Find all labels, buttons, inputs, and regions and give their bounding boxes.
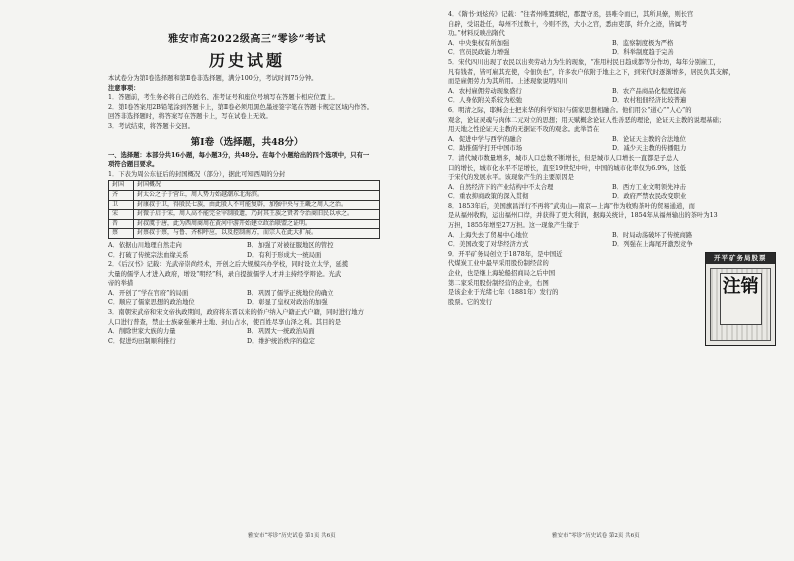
option: D．有利于形成大一统局面 <box>247 251 322 259</box>
table-cell: 卫 <box>109 200 134 210</box>
table-row <box>109 229 380 239</box>
intro-line: 注意事项： <box>108 84 140 92</box>
option: B．巩固了儒学正统地位的确立 <box>247 289 334 297</box>
option: D．政府严禁农民改变职业 <box>612 193 687 201</box>
option: A．中央集权有所加强 <box>448 39 510 47</box>
option: A．农村雇佣劳动现象盛行 <box>448 87 522 95</box>
option: A．上海失去了贸易中心地位 <box>448 231 529 239</box>
table-cell: 齐 <box>109 190 134 200</box>
option: D．维护统治秩序的稳定 <box>247 337 316 345</box>
question-6 <box>448 106 776 154</box>
question-line: 7．清代城市数量增多，城市人口总数不断增长，但是城市人口增长一直都是子总人 <box>448 154 679 162</box>
option: A．促进中学与西学的融合 <box>448 135 522 143</box>
table-row <box>109 210 380 220</box>
table-cell: 封蔡叔于蔡，与鲁、齐相呼应，以及控制南方，而宗人在此大扩展。 <box>134 229 380 239</box>
question-2 <box>108 260 386 308</box>
option: B．农产品商品化程度提高 <box>612 87 686 95</box>
option-row <box>448 96 776 106</box>
question-line: 大量的儒学人才进入政府，增设“明经”科，录自提拔儒学人才并主持经学辩论。光武 <box>108 270 342 278</box>
option-row <box>448 87 776 97</box>
question-line: 用天地之性论证天主教的无据证不攻的观念。此举旨在 <box>448 126 600 134</box>
question-4 <box>448 10 776 58</box>
table-cell: 封叔虞于唐，此为西周商周在黄河中游开始建立政治联盟之证明。 <box>134 219 380 229</box>
table-cell: 宋 <box>109 210 134 220</box>
option: B．论证天主教的合法地位 <box>612 135 686 143</box>
option: C．促进均田制顺利推行 <box>108 337 176 345</box>
question-line: 万担，1855年增至27万担。这一现象产生缘于 <box>448 222 580 230</box>
stock-certificate-image <box>705 252 776 346</box>
question-line: 于宋代的发展水平。该现象产生的主要原因是 <box>448 174 574 182</box>
option-row <box>448 240 776 250</box>
part-heading: 项符合题目要求。 <box>108 161 159 169</box>
option-row <box>448 39 776 49</box>
table-cell: 蔡 <box>109 229 134 239</box>
option-row <box>448 48 776 58</box>
option: C．顺应了儒家思想的政治地位 <box>108 299 195 307</box>
option: A．依据山川地理自然走向 <box>108 241 182 249</box>
intro-line: 1．答题前，考生务必将自己的姓名、准考证号和座位号填写在答题卡相应位置上。 <box>108 94 339 102</box>
option-row <box>108 289 386 299</box>
option-row <box>108 298 386 308</box>
certificate-header: 开平矿务局股票 <box>706 253 775 264</box>
question-9 <box>448 250 776 346</box>
option: A．自然经济下的产业结构中不太合理 <box>448 183 554 191</box>
option: C．助推儒学打开中国市场 <box>448 145 523 153</box>
intro-line: 2．第Ⅰ卷答案用2B铅笔涂到答题卡上，第Ⅱ卷必须用黑色墨迹签字笔在答题卡规定区域内作答。 <box>108 103 373 111</box>
question-line: 口的增长，城市化水平不足增长，直至19世纪中叶，中国的城市化率仅为6.9%，这低 <box>448 164 687 172</box>
table-cell: 封微子启于宋，周人高不能完全宰制殷遗，乃封其王族之贤者令治商旧民以承之。 <box>134 210 380 220</box>
option: C．人身依附关系较为松弛 <box>448 97 523 105</box>
question-line: 观念，论证灵魂与肉体二元对立的思想；用天赋概念论证人性善恶的理论，论证天主教的说理基础； <box>448 116 726 124</box>
table-row <box>109 200 380 210</box>
option-row <box>108 337 386 347</box>
option: C．重农抑商政策的深入贯彻 <box>448 193 529 201</box>
question-line: 股票。它的发行 <box>448 298 493 306</box>
option: B．巩固大一统政治局面 <box>247 328 315 336</box>
option: D．农村租佃经济比较普遍 <box>612 97 687 105</box>
option-row <box>448 183 776 193</box>
intro-line: 本试卷分为第Ⅰ卷选择题和第Ⅱ卷非选择题，满分100分，考试时间75分钟。 <box>108 75 318 82</box>
option-row <box>448 192 776 202</box>
question-line: 代煤炭工业中最早采用股份制经营的 <box>448 260 549 268</box>
question-line: 人口进行普查，禁止士族豪强兼并土地、封山占水，使百姓尽享山泽之利。其目的是 <box>108 318 341 326</box>
question-line: 6．明清之际，耶稣会士把来华的科学知识与儒家思想相融合。他们用公“道心”“人心”的 <box>448 106 692 114</box>
question-line: 4．《隋书·刘炫传》记载：“往者州唯置纲纪，郡置守丞，县唯令而已，其所具僚，则长官 <box>448 11 694 18</box>
question-7 <box>448 154 776 202</box>
question-line: 功。”材料反映出隋代 <box>448 30 505 38</box>
question-5 <box>448 58 776 106</box>
question-line: 5．宋代四川出现了农民以出卖劳动力为生的现象，“准用村民日趋成都等分作坊，每年分别雇工， <box>448 58 720 66</box>
right-page <box>400 0 794 561</box>
page-footer-left: 雅安市“零诊”历史试卷 第1页 共6页 <box>248 533 336 539</box>
exam-title: 雅安市高2022级高三“零诊”考试 <box>168 34 326 45</box>
table-header-row <box>109 181 380 191</box>
page-footer-right: 雅安市“零诊”历史试卷 第2页 共6页 <box>552 533 640 539</box>
table-row <box>109 219 380 229</box>
option-row <box>448 144 776 154</box>
question-line: 2．《后汉书》记载：光武帝崇尚经术，开创之后大规模兴办学校，同时设立太学，延揽 <box>108 261 349 269</box>
table-row <box>109 190 380 200</box>
question-line: 企业，也是继上海轮船招商局之后中国 <box>448 270 556 278</box>
option: A．削除世家大族的力量 <box>108 328 176 336</box>
table-cell: 封康叔于卫，得殷民七族，由此殷人不可能复辟，加强中央与王畿之周人之治。 <box>134 200 380 210</box>
option: B．时局动荡破坏了传统商路 <box>612 231 693 239</box>
option: C．美国改变了对华经济方式 <box>448 241 529 249</box>
question-stem: 1．下表为周公东征后的封国概况（部分），据此可知西周的分封 <box>108 170 286 178</box>
question-line: 而是雇佣劳力为其所用。上述现象说明四川 <box>448 78 568 86</box>
question-text <box>448 250 699 346</box>
option: C．打破了传统宗法血缘关系 <box>108 251 189 259</box>
question-line: 凡有钱者，皆可雇其充使，令佃负也”，许多农户依附于地主之下，到宋代时逐渐增多，居民负其支解， <box>448 68 735 76</box>
question-line: 8．1853年后，美国旗昌洋行不再将“武夷山—南京—上海”作为收购茶叶的贸易通道，而 <box>448 202 695 210</box>
question-1 <box>108 170 386 260</box>
question-line: 3．南朝宋武帝和宋文帝执政期间，政府将东晋以来的侨户纳入户籍正式户籍，同时进行地方 <box>108 309 364 317</box>
part-heading: 一、选择题：本部分共16小题，每小题3分，共48分。在每个小题给出的四个选项中，只有一 <box>108 151 370 159</box>
option: B．加强了对被征服地区的管控 <box>247 241 334 249</box>
question-line: 是从福州收购，运出福州口岸，并获得了更大利润，据海关统计，1854年从福州输出的茶叶为13 <box>448 212 718 220</box>
option: D．彰显了皇权对政治的加强 <box>247 299 328 307</box>
question-line: 自辟，受诏赴任，每州不过数十，今则不然，大小之官，悉由吏部，纤介之迹，皆属考 <box>448 20 688 28</box>
question-8 <box>448 202 776 250</box>
intro-line: 回答非选择题时，将答案写在答题卡上，写在试卷上无效。 <box>108 113 272 121</box>
certificate-stamp: 注销 <box>720 273 762 325</box>
fiefdom-table <box>108 180 380 239</box>
question-line: 第二家采用股份制经营的企业，右图 <box>448 279 549 287</box>
table-cell: 封太公之子于营丘，周人势力始越潮东北海滨。 <box>134 190 380 200</box>
option-row <box>108 327 386 337</box>
table-header-cell: 封国 <box>109 181 134 191</box>
question-line: 帝的举措 <box>108 280 134 288</box>
option: D．列强在上海尾开激烈竞争 <box>612 241 693 249</box>
option: A．开创了“学在官府”的局面 <box>108 289 189 297</box>
table-header-cell: 封国概况 <box>134 181 380 191</box>
question-line: 是该企业于光绪七年（1881年）发行的 <box>448 289 559 297</box>
table-cell: 晋 <box>109 219 134 229</box>
option: C．官员民政能力增强 <box>448 49 510 57</box>
option-row <box>448 231 776 241</box>
option: D．科举制度趋于完善 <box>612 49 674 57</box>
question-line: 9．开平矿务局创立于1878年，是中国近 <box>448 250 563 258</box>
question-3 <box>108 308 386 346</box>
option: B．监察制度极为严格 <box>612 39 674 47</box>
option: B．西方工业文明领先冲击 <box>612 183 686 191</box>
option-row <box>108 241 386 251</box>
section-title: 第Ⅰ卷（选择题，共48分） <box>190 136 304 148</box>
option-row <box>448 135 776 145</box>
intro-line: 3．考试结束，将答题卡交回。 <box>108 122 194 130</box>
option-row <box>108 251 386 261</box>
option: D．减少天主教的传播阻力 <box>612 145 687 153</box>
subject-title: 历史试题 <box>208 51 285 70</box>
intro-block <box>108 74 386 132</box>
